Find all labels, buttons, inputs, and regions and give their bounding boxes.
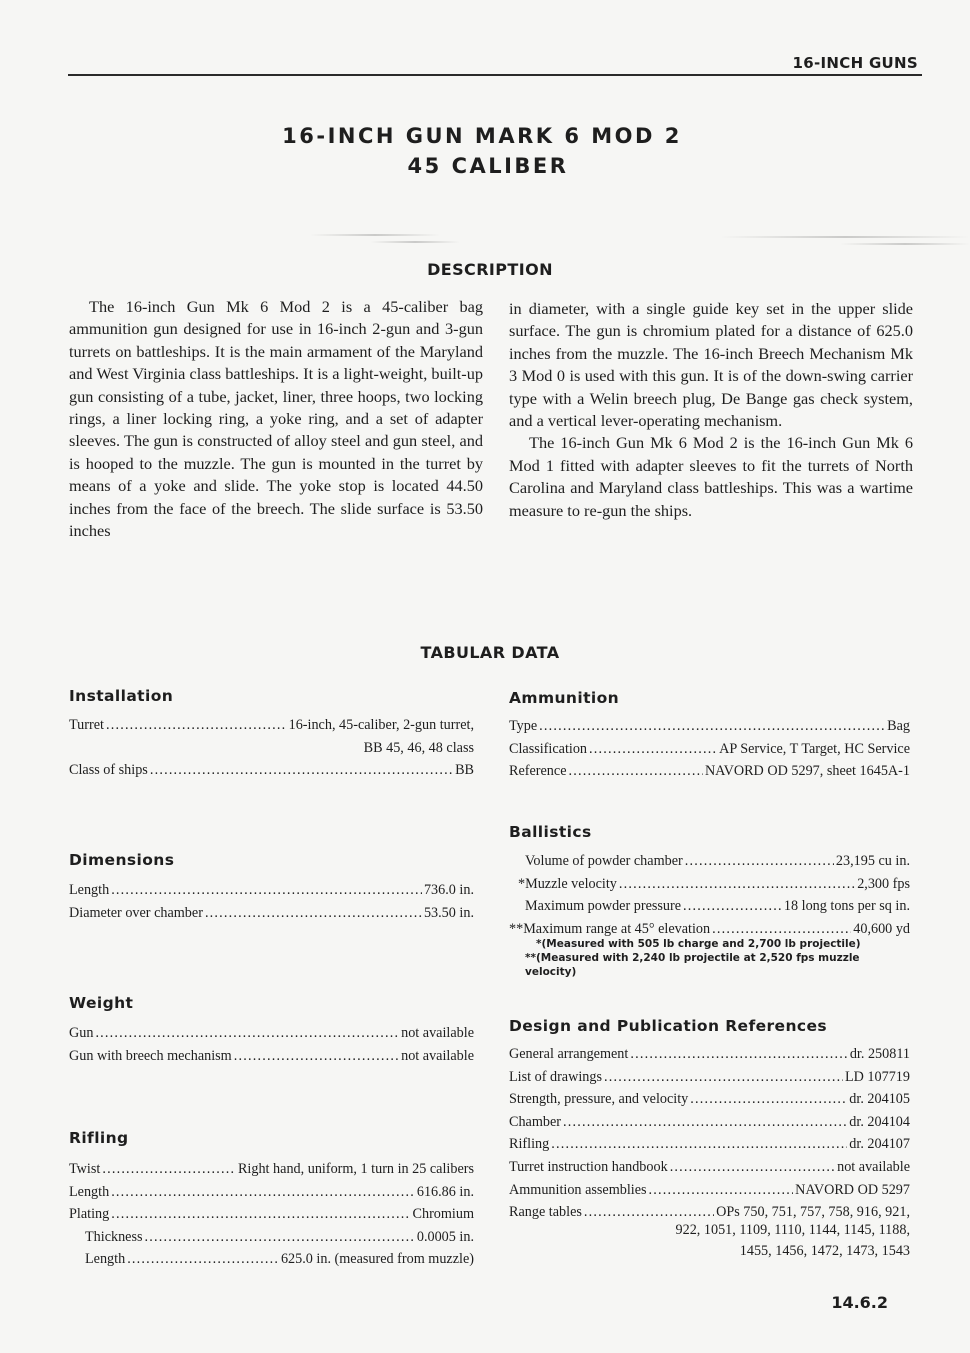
- leader-dots: [619, 876, 855, 893]
- row-label: Class of ships: [69, 762, 148, 779]
- row-value: 18 long tons per sq in.: [783, 898, 910, 915]
- leader-dots: [106, 717, 287, 734]
- row-value: 23,195 cu in.: [835, 853, 910, 869]
- description-right-column: [509, 298, 913, 522]
- row-value: 16-inch, 45-caliber, 2-gun turret,: [288, 717, 474, 733]
- row-value: Chromium: [412, 1206, 474, 1223]
- dimensions-table: [69, 882, 474, 927]
- leader-dots: [584, 1204, 714, 1221]
- leader-dots: [150, 762, 453, 779]
- leader-dots: [111, 1184, 415, 1201]
- row-label: Range tables: [509, 1204, 582, 1221]
- row-label: List of drawings: [509, 1068, 602, 1085]
- leader-dots: [690, 1091, 847, 1108]
- references-heading: Design and Publication References: [509, 1017, 828, 1035]
- leader-dots: [685, 853, 834, 870]
- row-label: Classification: [509, 740, 588, 757]
- table-row: [509, 1136, 910, 1159]
- leader-dots: [539, 718, 885, 735]
- ammunition-heading: Ammunition: [509, 689, 620, 707]
- scan-smudge: [840, 243, 970, 245]
- row-value: 53.50 in.: [423, 904, 474, 921]
- leader-dots: [649, 1182, 794, 1199]
- row-label: Length: [85, 1251, 126, 1268]
- installation-heading: Installation: [69, 687, 174, 705]
- row-value: OPs 750, 751, 757, 758, 916, 921,: [716, 1204, 910, 1221]
- table-row: [509, 1046, 910, 1069]
- row-value: NAVORD OD 5297: [795, 1181, 910, 1198]
- row-label: Maximum powder pressure: [525, 898, 682, 915]
- table-row: [509, 763, 910, 786]
- leader-dots: [102, 1161, 236, 1178]
- table-row: [509, 898, 910, 921]
- table-row: [509, 1159, 910, 1182]
- table-row: [509, 853, 910, 876]
- leader-dots: [604, 1069, 843, 1086]
- row-value-continued: 922, 1051, 1109, 1110, 1144, 1145, 1188,: [675, 1221, 910, 1238]
- row-label: Thickness: [85, 1228, 143, 1245]
- scan-smudge: [310, 234, 440, 236]
- table-row: [69, 1184, 474, 1207]
- table-row: [509, 1091, 910, 1114]
- table-row: [69, 1025, 474, 1048]
- description-left-column: [69, 296, 483, 542]
- row-label: Ammunition assemblies: [509, 1181, 647, 1198]
- scan-smudge: [370, 241, 460, 243]
- table-row: [509, 718, 910, 741]
- rifling-heading: Rifling: [69, 1129, 129, 1147]
- table-row: [509, 1069, 910, 1092]
- row-label: Turret instruction handbook: [509, 1158, 668, 1175]
- row-value: Bag: [887, 718, 910, 734]
- table-row: [69, 717, 474, 740]
- row-value: Right hand, uniform, 1 turn in 25 calibers: [237, 1161, 474, 1177]
- row-label: *Muzzle velocity: [518, 875, 617, 892]
- footnote: **(Measured with 2,240 lb projectile at 2,520 fps muzzle velocity): [525, 952, 860, 979]
- table-row: [69, 1161, 474, 1184]
- description-paragraph: The 16-inch Gun Mk 6 Mod 2 is a 45-caliber bag ammunition gun designed for use in 16-inch 2-gun and 3-gun turrets on battleships. It is the main armament of the Maryland and West Virginia class battleships. It is a light-weight, built-up gun consisting of a tube, jacket, liner, three hoops, two locking rings, a liner locking ring, a yoke ring, and a set of adapter sleeves. The gun is constructed of alloy steel and gun steel, and is hooped to the muzzle. The gun is mounted in the turret by means of a yoke and slide. The yoke stop is located 44.50 inches from the face of the breech. The slide surface is 53.50 inches: [69, 297, 483, 541]
- table-row: [69, 905, 474, 928]
- leader-dots: [234, 1048, 399, 1065]
- row-label: Length: [69, 1183, 110, 1200]
- leader-dots: [145, 1229, 415, 1246]
- leader-dots: [205, 905, 422, 922]
- page-title: 16-INCH GUN MARK 6 MOD 2: [282, 124, 682, 148]
- leader-dots: [569, 763, 703, 780]
- leader-dots: [630, 1046, 847, 1063]
- description-heading: DESCRIPTION: [427, 260, 553, 279]
- references-table: [509, 1046, 910, 1264]
- page-subtitle: 45 CALIBER: [407, 154, 569, 178]
- footnote: *(Measured with 505 lb charge and 2,700 lb projectile): [536, 938, 861, 951]
- header-rule: [68, 74, 922, 76]
- leader-dots: [563, 1114, 847, 1131]
- row-label: Strength, pressure, and velocity: [509, 1091, 689, 1108]
- running-head: 16-INCH GUNS: [792, 54, 918, 72]
- row-label: Diameter over chamber: [69, 904, 203, 921]
- weight-heading: Weight: [69, 994, 134, 1012]
- row-value: 736.0 in.: [423, 882, 474, 898]
- tabular-data-heading: TABULAR DATA: [420, 643, 560, 662]
- row-label: **Maximum range at 45° elevation: [509, 920, 711, 937]
- table-row: [69, 1229, 474, 1252]
- description-paragraph: The 16-inch Gun Mk 6 Mod 2 is the 16-inch Gun Mk 6 Mod 1 fitted with adapter sleeves to fit the turrets of North Carolina and Maryland class battleships. This was a wartime measure to re-gun the ships.: [509, 433, 913, 520]
- table-row: [509, 876, 910, 899]
- table-row: [509, 741, 910, 764]
- row-label: Twist: [69, 1161, 101, 1177]
- ballistics-heading: Ballistics: [509, 823, 592, 841]
- row-label: Type: [509, 718, 538, 734]
- row-value: not available: [401, 1025, 474, 1041]
- scan-smudge: [720, 236, 970, 238]
- leader-dots: [551, 1136, 847, 1153]
- row-label: Gun: [69, 1025, 94, 1041]
- row-value: BB: [455, 762, 474, 779]
- row-label: General arrangement: [509, 1046, 629, 1062]
- row-value: not available: [401, 1047, 474, 1064]
- leader-dots: [683, 898, 782, 915]
- table-row: [69, 1206, 474, 1229]
- row-label: Gun with breech mechanism: [69, 1047, 232, 1064]
- rifling-table: [69, 1161, 474, 1274]
- row-value: 616.86 in.: [416, 1183, 474, 1200]
- row-label: Chamber: [509, 1113, 562, 1130]
- row-value: dr. 204107: [849, 1136, 910, 1153]
- table-row: [69, 1048, 474, 1071]
- row-value: NAVORD OD 5297, sheet 1645A-1: [704, 763, 910, 780]
- leader-dots: [589, 741, 717, 758]
- leader-dots: [670, 1159, 835, 1176]
- row-value: 625.0 in. (measured from muzzle): [280, 1251, 474, 1268]
- leader-dots: [111, 882, 422, 899]
- page-number: 14.6.2: [831, 1293, 888, 1312]
- table-row: [69, 762, 474, 785]
- row-value: dr. 204105: [849, 1091, 910, 1108]
- leader-dots: [95, 1025, 399, 1042]
- row-value: AP Service, T Target, HC Service: [719, 740, 910, 757]
- weight-table: [69, 1025, 474, 1070]
- description-paragraph-continued: in diameter, with a single guide key set in the upper slide surface. The gun is chromium plated for a distance of 625.0 inches from the muzzle. The 16-inch Breech Mechanism Mk 3 Mod 0 is used with this gun. It is of the down-swing carrier type with a Welin breech plug, De Bange gas check system, and a vertical lever-operating mechanism.: [509, 299, 913, 431]
- row-label: Plating: [69, 1206, 110, 1223]
- row-label: Rifling: [509, 1136, 550, 1153]
- row-label: Turret: [69, 717, 104, 733]
- dimensions-heading: Dimensions: [69, 851, 175, 869]
- row-value: dr. 204104: [849, 1113, 910, 1130]
- row-value: not available: [837, 1158, 910, 1175]
- row-label: Reference: [509, 763, 567, 780]
- row-value-continued: BB 45, 46, 48 class: [363, 739, 474, 756]
- leader-dots: [127, 1251, 279, 1268]
- row-value-continued: 1455, 1456, 1472, 1473, 1543: [739, 1242, 910, 1259]
- leader-dots: [111, 1206, 410, 1223]
- row-label: Length: [69, 882, 110, 898]
- table-row: [69, 1251, 474, 1274]
- table-row: [509, 1114, 910, 1137]
- ballistics-table: [509, 853, 910, 979]
- ammunition-table: [509, 718, 910, 786]
- leader-dots: [712, 921, 851, 938]
- row-value: dr. 250811: [849, 1046, 910, 1062]
- row-value: 40,600 yd: [853, 920, 910, 937]
- row-value: 2,300 fps: [857, 875, 910, 892]
- row-value: LD 107719: [844, 1068, 910, 1085]
- table-row: [509, 1182, 910, 1205]
- installation-table: [69, 717, 474, 785]
- row-label: Volume of powder chamber: [525, 853, 683, 869]
- row-value: 0.0005 in.: [416, 1228, 474, 1245]
- table-row: [69, 882, 474, 905]
